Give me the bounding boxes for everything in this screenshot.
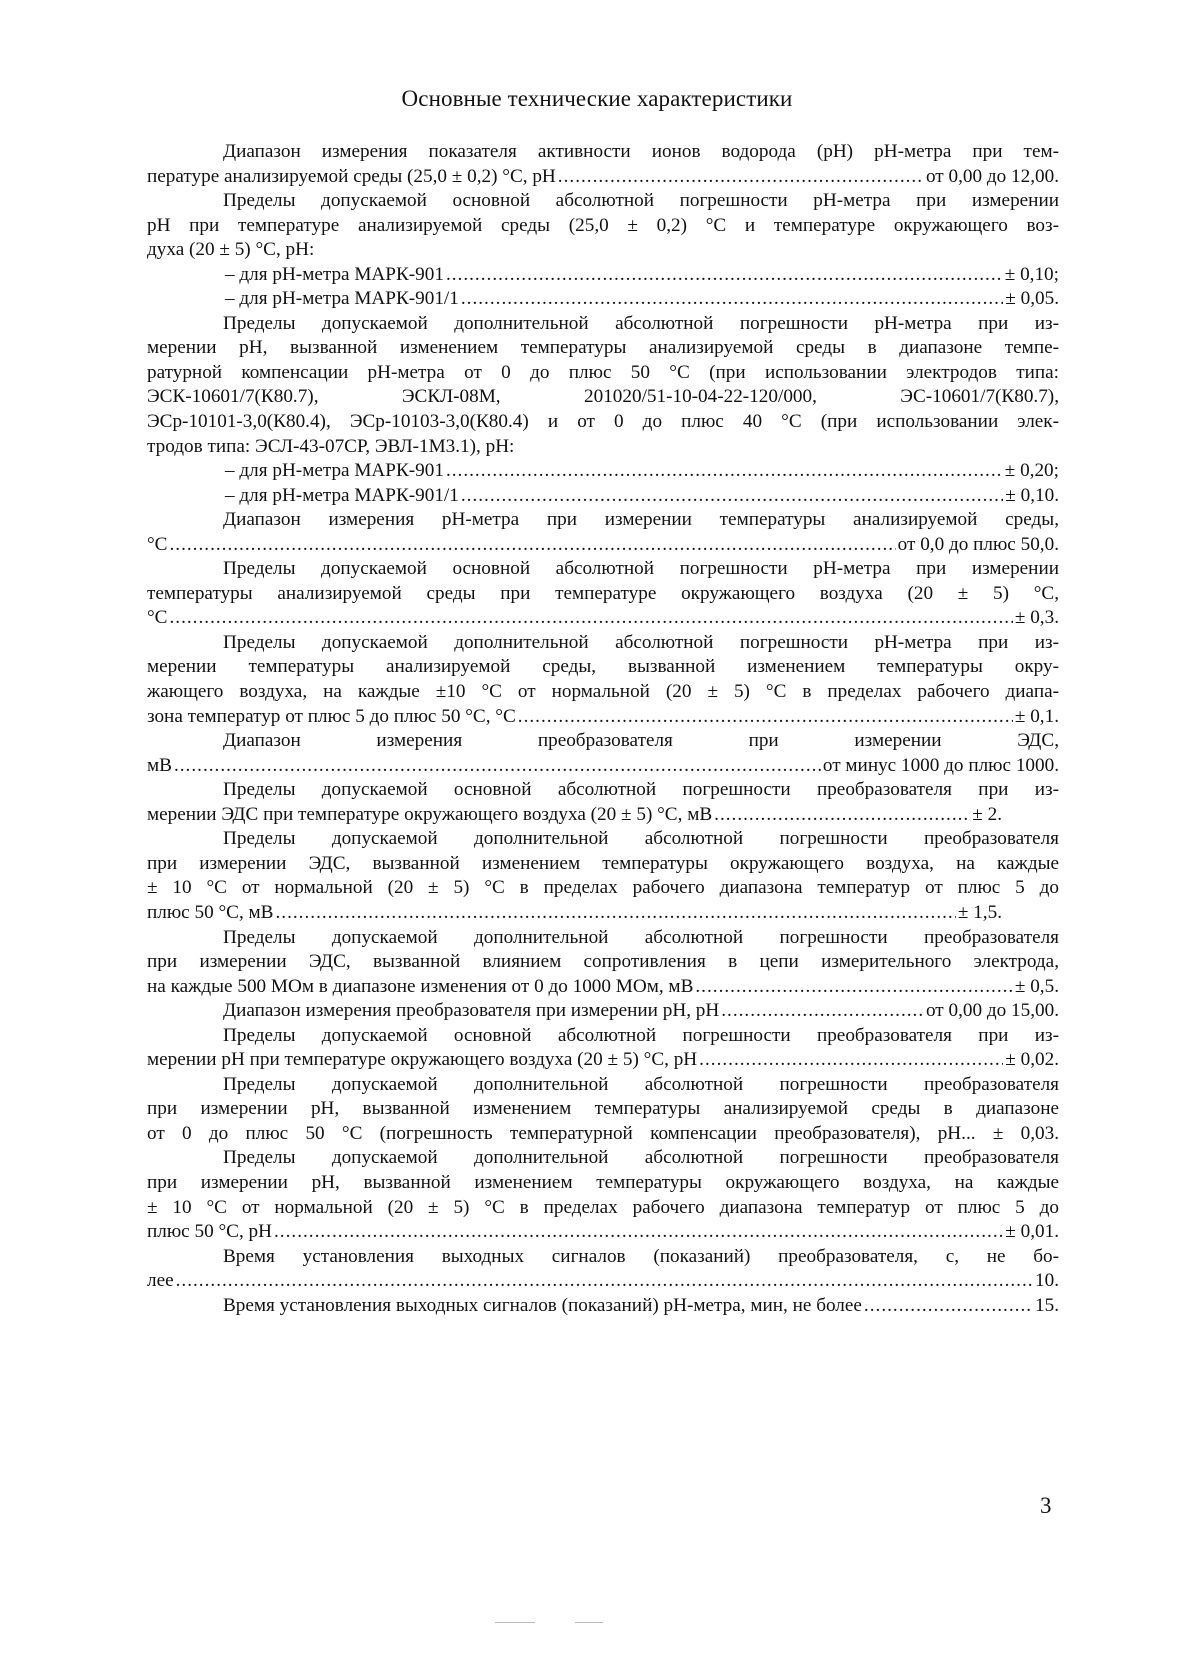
text-line: Диапазон измерения pH-метра при измерении температуры анализируемой среды,	[223, 509, 1059, 531]
text-line: температуры анализируемой среды при температуре окружающего воздуха (20 ± 5) °С,	[147, 582, 1059, 604]
spec-label: зона температур от плюс 5 до плюс 50 °С, °С	[147, 705, 516, 727]
dot-leader	[721, 999, 924, 1024]
dot-leader	[714, 803, 970, 828]
scan-artifact	[495, 1622, 535, 1623]
text-line: ратурной компенсации pH-метра от 0 до плюс 50 °С (при использовании электродов типа:	[147, 361, 1059, 383]
spec-label: Диапазон измерения преобразователя при измерении pH, pH	[223, 1000, 720, 1022]
text-line: мерении pH, вызванной изменением температуры анализируемой среды в диапазоне темпе-	[147, 337, 1059, 359]
text-line: Пределы допускаемой дополнительной абсолютной погрешности преобразователя	[223, 926, 1059, 948]
spec-value: от 0,0 до плюс 50,0.	[897, 533, 1059, 555]
text-line	[147, 1048, 1059, 1073]
dot-leader	[176, 1269, 1033, 1294]
text-line: тродов типа: ЭСЛ-43-07СР, ЭВЛ-1М3.1), pH:	[147, 435, 515, 457]
text-line: Диапазон измерения показателя активности ионов водорода (pH) pH-метра при тем-	[223, 141, 1059, 162]
text-line: ± 10 °С от нормальной (20 ± 5) °С в пределах рабочего диапазона температур от плюс 5 до	[147, 877, 1059, 899]
page-title: Основные технические характеристики	[401, 86, 793, 111]
dot-leader	[699, 1048, 1003, 1073]
dot-leader	[274, 1220, 1003, 1245]
text-line	[147, 533, 1059, 558]
spec-value: ± 1,5.	[957, 901, 1002, 923]
text-line	[147, 1220, 1059, 1245]
text-line	[147, 1294, 1059, 1319]
spec-value: ± 0,10;	[1004, 263, 1059, 285]
spec-value: 15.	[1035, 1294, 1059, 1316]
spec-label: мерении ЭДС при температуре окружающего воздуха (20 ± 5) °С, мВ	[147, 803, 713, 825]
spec-value: ± 0,05.	[1005, 288, 1059, 310]
spec-label: пературе анализируемой среды (25,0 ± 0,2) °С, pH	[147, 165, 556, 187]
spec-label: мВ	[147, 754, 172, 776]
text-line: Пределы допускаемой дополнительной абсолютной погрешности преобразователя	[223, 828, 1059, 850]
text-line	[147, 459, 1059, 484]
text-line: Пределы допускаемой основной абсолютной погрешности преобразователя при из-	[223, 1024, 1059, 1046]
text-line	[147, 263, 1059, 288]
text-line	[147, 1269, 1059, 1294]
specifications-body	[147, 140, 1059, 1318]
text-line	[147, 999, 1059, 1024]
spec-label: – для pH-метра МАРК-901/1	[225, 288, 459, 310]
spec-value: ± 0,1.	[1014, 705, 1059, 727]
dot-leader	[169, 606, 1012, 631]
text-line	[147, 606, 1059, 631]
spec-value: ± 0,02.	[1005, 1049, 1059, 1071]
text-line	[147, 705, 1059, 730]
text-line: при измерении pH, вызванной изменением температуры окружающего воздуха, на каждые	[147, 1171, 1059, 1193]
spec-value: ± 0,10.	[1005, 484, 1059, 506]
dot-leader	[518, 705, 1013, 730]
text-line: при измерении ЭДС, вызванной изменением температуры окружающего воздуха, на каждые	[147, 852, 1059, 874]
dot-leader	[446, 263, 1003, 288]
text-line: ± 10 °С от нормальной (20 ± 5) °С в пределах рабочего диапазона температур от плюс 5 до	[147, 1196, 1059, 1218]
dot-leader	[461, 484, 1003, 509]
spec-label: °С	[147, 533, 168, 555]
text-line: Пределы допускаемой основной абсолютной погрешности pH-метра при измерении	[223, 558, 1059, 580]
spec-label: – для pH-метра МАРК-901	[225, 460, 444, 482]
spec-value: от 0,00 до 15,00.	[925, 1000, 1059, 1022]
text-line	[147, 754, 1059, 779]
dot-leader	[275, 901, 955, 926]
spec-value: ± 0,20;	[1004, 460, 1059, 482]
spec-label: на каждые 500 МОм в диапазоне изменения от 0 до 1000 МОм, мВ	[147, 975, 694, 997]
text-line	[147, 287, 1059, 312]
spec-label: Время установления выходных сигналов (показаний) pH-метра, мин, не более	[223, 1294, 862, 1316]
spec-label: °С	[147, 607, 168, 629]
text-line: жающего воздуха, на каждые ±10 °С от нормальной (20 ± 5) °С в пределах рабочего диапа-	[147, 681, 1059, 703]
spec-value: от минус 1000 до плюс 1000.	[822, 754, 1059, 776]
dot-leader	[446, 459, 1003, 484]
spec-value: 10.	[1035, 1270, 1059, 1292]
text-line: при измерении ЭДС, вызванной влиянием сопротивления в цепи измерительного электрода,	[147, 951, 1059, 973]
text-line: Пределы допускаемой дополнительной абсолютной погрешности pH-метра при из-	[223, 312, 1059, 334]
text-line: духа (20 ± 5) °С, pH:	[147, 239, 315, 261]
text-line	[147, 165, 1059, 190]
dot-leader	[461, 287, 1003, 312]
spec-label: – для pH-метра МАРК-901	[225, 263, 444, 285]
text-line: при измерении pH, вызванной изменением температуры анализируемой среды в диапазоне	[147, 1098, 1059, 1120]
text-line: Пределы допускаемой дополнительной абсолютной погрешности преобразователя	[223, 1073, 1059, 1095]
text-line: мерении температуры анализируемой среды, вызванной изменением температуры окру-	[147, 656, 1059, 678]
dot-leader	[695, 975, 1013, 1000]
text-line: ЭСК-10601/7(К80.7), ЭСКЛ-08М, 201020/51-10-04-22-120/000, ЭС-10601/7(К80.7),	[147, 386, 1059, 408]
spec-label: плюс 50 °С, pH	[147, 1221, 272, 1243]
text-line: Пределы допускаемой дополнительной абсолютной погрешности преобразователя	[223, 1147, 1059, 1169]
page-number: 3	[1040, 1493, 1052, 1518]
text-line	[147, 901, 1002, 926]
text-line	[147, 803, 1002, 828]
spec-label: мерении pH при температуре окружающего воздуха (20 ± 5) °С, pH	[147, 1049, 698, 1071]
text-line: от 0 до плюс 50 °С (погрешность температурной компенсации преобразователя), pH... ± 0,03.	[147, 1122, 1059, 1144]
text-line	[147, 484, 1059, 509]
spec-label: плюс 50 °С, мВ	[147, 901, 274, 923]
spec-value: ± 0,01.	[1005, 1221, 1059, 1243]
text-line	[147, 975, 1059, 1000]
text-line: Пределы допускаемой основной абсолютной погрешности pH-метра при измерении	[223, 190, 1059, 212]
dot-leader	[174, 754, 821, 779]
text-line: Пределы допускаемой дополнительной абсолютной погрешности pH-метра при из-	[223, 631, 1059, 653]
dot-leader	[169, 533, 895, 558]
dot-leader	[558, 165, 924, 190]
spec-value: ± 0,5.	[1014, 975, 1059, 997]
spec-label: – для pH-метра МАРК-901/1	[225, 484, 459, 506]
spec-value: ± 2.	[972, 803, 1002, 825]
spec-label: лее	[147, 1270, 174, 1292]
text-line: Время установления выходных сигналов (показаний) преобразователя, с, не бо-	[223, 1245, 1059, 1267]
spec-value: от 0,00 до 12,00.	[925, 165, 1059, 187]
text-line: Пределы допускаемой основной абсолютной погрешности преобразователя при из-	[223, 779, 1059, 801]
scan-artifact	[575, 1622, 603, 1623]
spec-value: ± 0,3.	[1014, 607, 1059, 629]
text-line: ЭСр-10101-3,0(К80.4), ЭСр-10103-3,0(К80.4) и от 0 до плюс 40 °С (при использовании элек-	[147, 411, 1059, 433]
text-line: Диапазон измерения преобразователя при измерении ЭДС,	[223, 730, 1059, 752]
text-line: pH при температуре анализируемой среды (25,0 ± 0,2) °С и температуре окружающего воз-	[147, 214, 1059, 236]
dot-leader	[864, 1294, 1033, 1319]
